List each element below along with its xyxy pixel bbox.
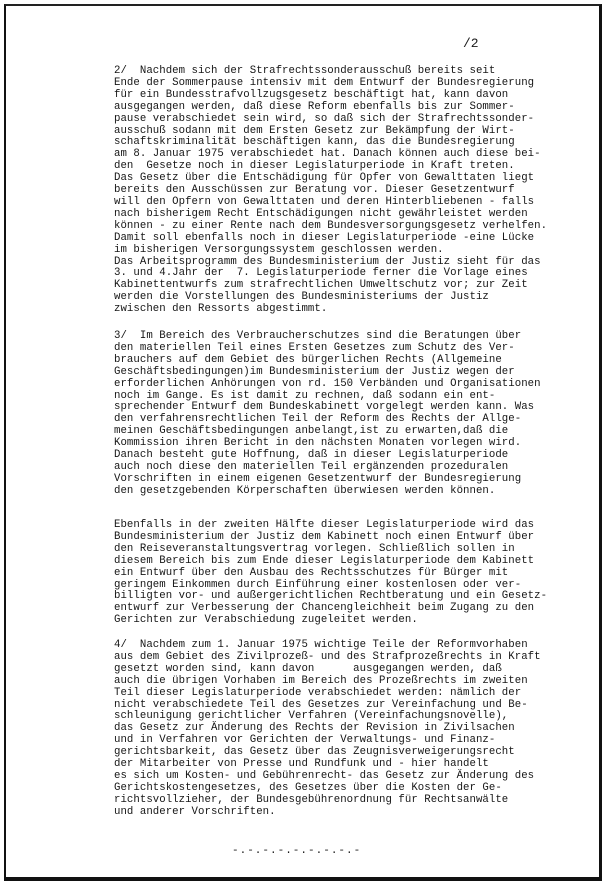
text-line: will den Opfern von Gewalttaten und deren Hinterbliebenen - falls: [114, 195, 535, 208]
text-line: können - zu einer Rente nach dem Bundesversorgungsgesetz verhelfen.: [114, 219, 548, 232]
text-line: das Gesetz zur Änderung des Rechts der Revision in Zivilsachen: [114, 722, 515, 735]
section-2-paragraph: [114, 66, 560, 316]
text-line: den materiellen Teil eines Ersten Gesetzes zum Schutz des Ver-: [114, 341, 515, 354]
text-line: am 8. Januar 1975 verabschiedet hat. Danach können auch diese bei-: [114, 148, 541, 161]
text-line: der Mitarbeiter von Presse und Rundfunk und - hier handelt: [114, 758, 489, 771]
text-line: werden die Vorstellungen des Bundesministeriums der Justiz: [114, 291, 489, 304]
section-3-continuation-paragraph: [114, 520, 560, 627]
text-line: nach bisherigem Recht Entschädigungen nicht gewährleistet werden: [114, 207, 528, 220]
footer-separator: -.-.-.-.-.-.-.-.-: [232, 845, 362, 857]
text-line: ausschuß sodann mit dem Ersten Gesetz zur Bekämpfung der Wirt-: [114, 124, 515, 137]
text-line: den Reiseveranstaltungsvertrag vorlegen. Schließlich sollen in: [114, 542, 515, 555]
text-line: auch die übrigen Vorhaben im Bereich des Prozeßrechts im zweiten: [114, 674, 528, 687]
text-line: entwurf zur Verbesserung der Chancengleichheit beim Zugang zu den: [114, 602, 535, 615]
text-line: bereits den Ausschüssen zur Beratung vor. Dieser Gesetzentwurf: [114, 184, 515, 197]
text-line: diesem Bereich bis zum Ende dieser Legislaturperiode dem Kabinett: [114, 554, 535, 567]
text-line: 4/ Nachdem zum 1. Januar 1975 wichtige Teile der Reformvorhaben: [114, 639, 528, 651]
text-line: meinen Geschäftsbedingungen anbelangt,ist zu erwarten,daß die: [114, 425, 509, 438]
text-line: im bisherigen Versorgungssystem geschlossen werden.: [114, 243, 444, 256]
text-line: gerichtsbarkeit, das Gesetz über das Zeugnisverweigerungsrecht: [114, 746, 515, 759]
text-line: Das Arbeitsprogramm des Bundesministerium der Justiz sieht für das: [114, 255, 541, 268]
text-line: ein Entwurf über den Ausbau des Rechtsschutzes für Bürger mit: [114, 566, 509, 579]
text-line: Gerichten zur Verabschiedung zugeleitet werden.: [114, 614, 418, 627]
text-line: erforderlichen Anhörungen von rd. 150 Verbänden und Organisationen: [114, 377, 541, 390]
text-line: aus dem Gebiet des Zivilprozeß- und des Strafprozeßrechts in Kraft: [114, 650, 541, 663]
text-line: Gerichtskostengesetzes, des Gesetzes über die Kosten der Ge-: [114, 781, 502, 794]
text-line: für ein Bundesstrafvollzugsgesetz beschäftigt hat, kann davon: [114, 88, 509, 101]
text-line: es sich um Kosten- und Gebührenrecht- das Gesetz zur Änderung des: [114, 769, 535, 782]
text-line: richtsvollzieher, der Bundesgebührenordnung für Rechtsanwälte: [114, 793, 509, 806]
text-line: den Gesetze noch in dieser Legislaturperiode in Kraft treten.: [114, 160, 515, 173]
section-4-paragraph: [114, 640, 560, 819]
text-line: Kabinettentwurfs zum strafrechtlichen Umweltschutz vor; zur Zeit: [114, 279, 528, 292]
text-line: Danach besteht gute Hoffnung, daß in dieser Legislaturperiode: [114, 449, 509, 462]
text-line: den verfahrensrechtlichen Teil der Reform des Rechts der Allge-: [114, 413, 522, 426]
text-line: Bundesministerium der Justiz dem Kabinett noch einen Entwurf über: [114, 530, 535, 543]
text-line: Geschäftsbedingungen)im Bundesministerium der Justiz wegen der: [114, 365, 515, 378]
text-line: noch im Gange. Es ist damit zu rechnen, daß sodann ein ent-: [114, 389, 496, 402]
text-line: und anderer Vorschriften.: [114, 805, 276, 818]
text-line: nicht verabschiedete Teil des Gesetzes zur Vereinfachung und Be-: [114, 698, 528, 711]
text-line: zwischen den Ressorts abgestimmt.: [114, 303, 328, 316]
text-line: Teil dieser Legislaturperiode verabschiedet werden: nämlich der: [114, 686, 522, 699]
text-line: Kommission ihren Bericht in den nächsten Monaten vorlegen wird.: [114, 437, 522, 450]
section-3-paragraph: [114, 331, 560, 498]
text-line: Ende der Sommerpause intensiv mit dem Entwurf der Bundesregierung: [114, 76, 535, 89]
text-line: und in Verfahren vor Gerichten der Verwaltungs- und Finanz-: [114, 734, 496, 747]
text-line: schleunigung gerichtlicher Verfahren (Vereinfachungsnovelle),: [114, 710, 509, 723]
text-line: pause verabschiedet sein wird, so daß sich der Strafrechtssonder-: [114, 112, 535, 125]
text-line: geringem Einkommen durch Einführung einer kostenlosen oder ver-: [114, 578, 522, 591]
text-line: gesetzt worden sind, kann davon ausgegangen werden, daß: [114, 662, 502, 675]
text-line: brauchers auf dem Gebiet des bürgerlichen Rechts (Allgemeine: [114, 353, 502, 366]
text-line: 3. und 4.Jahr der 7. Legislaturperiode ferner die Vorlage eines: [114, 267, 528, 280]
text-line: billigten vor- und außergerichtlichen Rechtberatung und ein Gesetz-: [114, 590, 548, 603]
text-line: Ebenfalls in der zweiten Hälfte dieser Legislaturperiode wird das: [114, 519, 535, 531]
text-line: Vorschriften in einem eigenen Gesetzentwurf der Bundesregierung: [114, 472, 522, 485]
text-line: sprechender Entwurf dem Bundeskabinett vorgelegt werden kann. Was: [114, 401, 535, 414]
text-line: Damit soll ebenfalls noch in dieser Legislaturperiode -eine Lücke: [114, 231, 535, 244]
text-line: ausgegangen werden, daß diese Reform ebenfalls bis zur Sommer-: [114, 100, 515, 113]
text-line: 2/ Nachdem sich der Strafrechtssonderausschuß bereits seit: [114, 65, 496, 77]
text-line: schaftskriminalität beschäftigen kann, das die Bundesregierung: [114, 136, 515, 149]
text-line: den gesetzgebenden Körperschaften überwiesen werden können.: [114, 484, 496, 497]
text-line: Das Gesetz über die Entschädigung für Opfer von Gewalttaten liegt: [114, 172, 535, 185]
text-line: 3/ Im Bereich des Verbraucherschutzes sind die Beratungen über: [114, 330, 522, 342]
page-number: /2: [463, 36, 479, 51]
text-line: auch noch diese den materiellen Teil ergänzenden prozeduralen: [114, 460, 509, 473]
